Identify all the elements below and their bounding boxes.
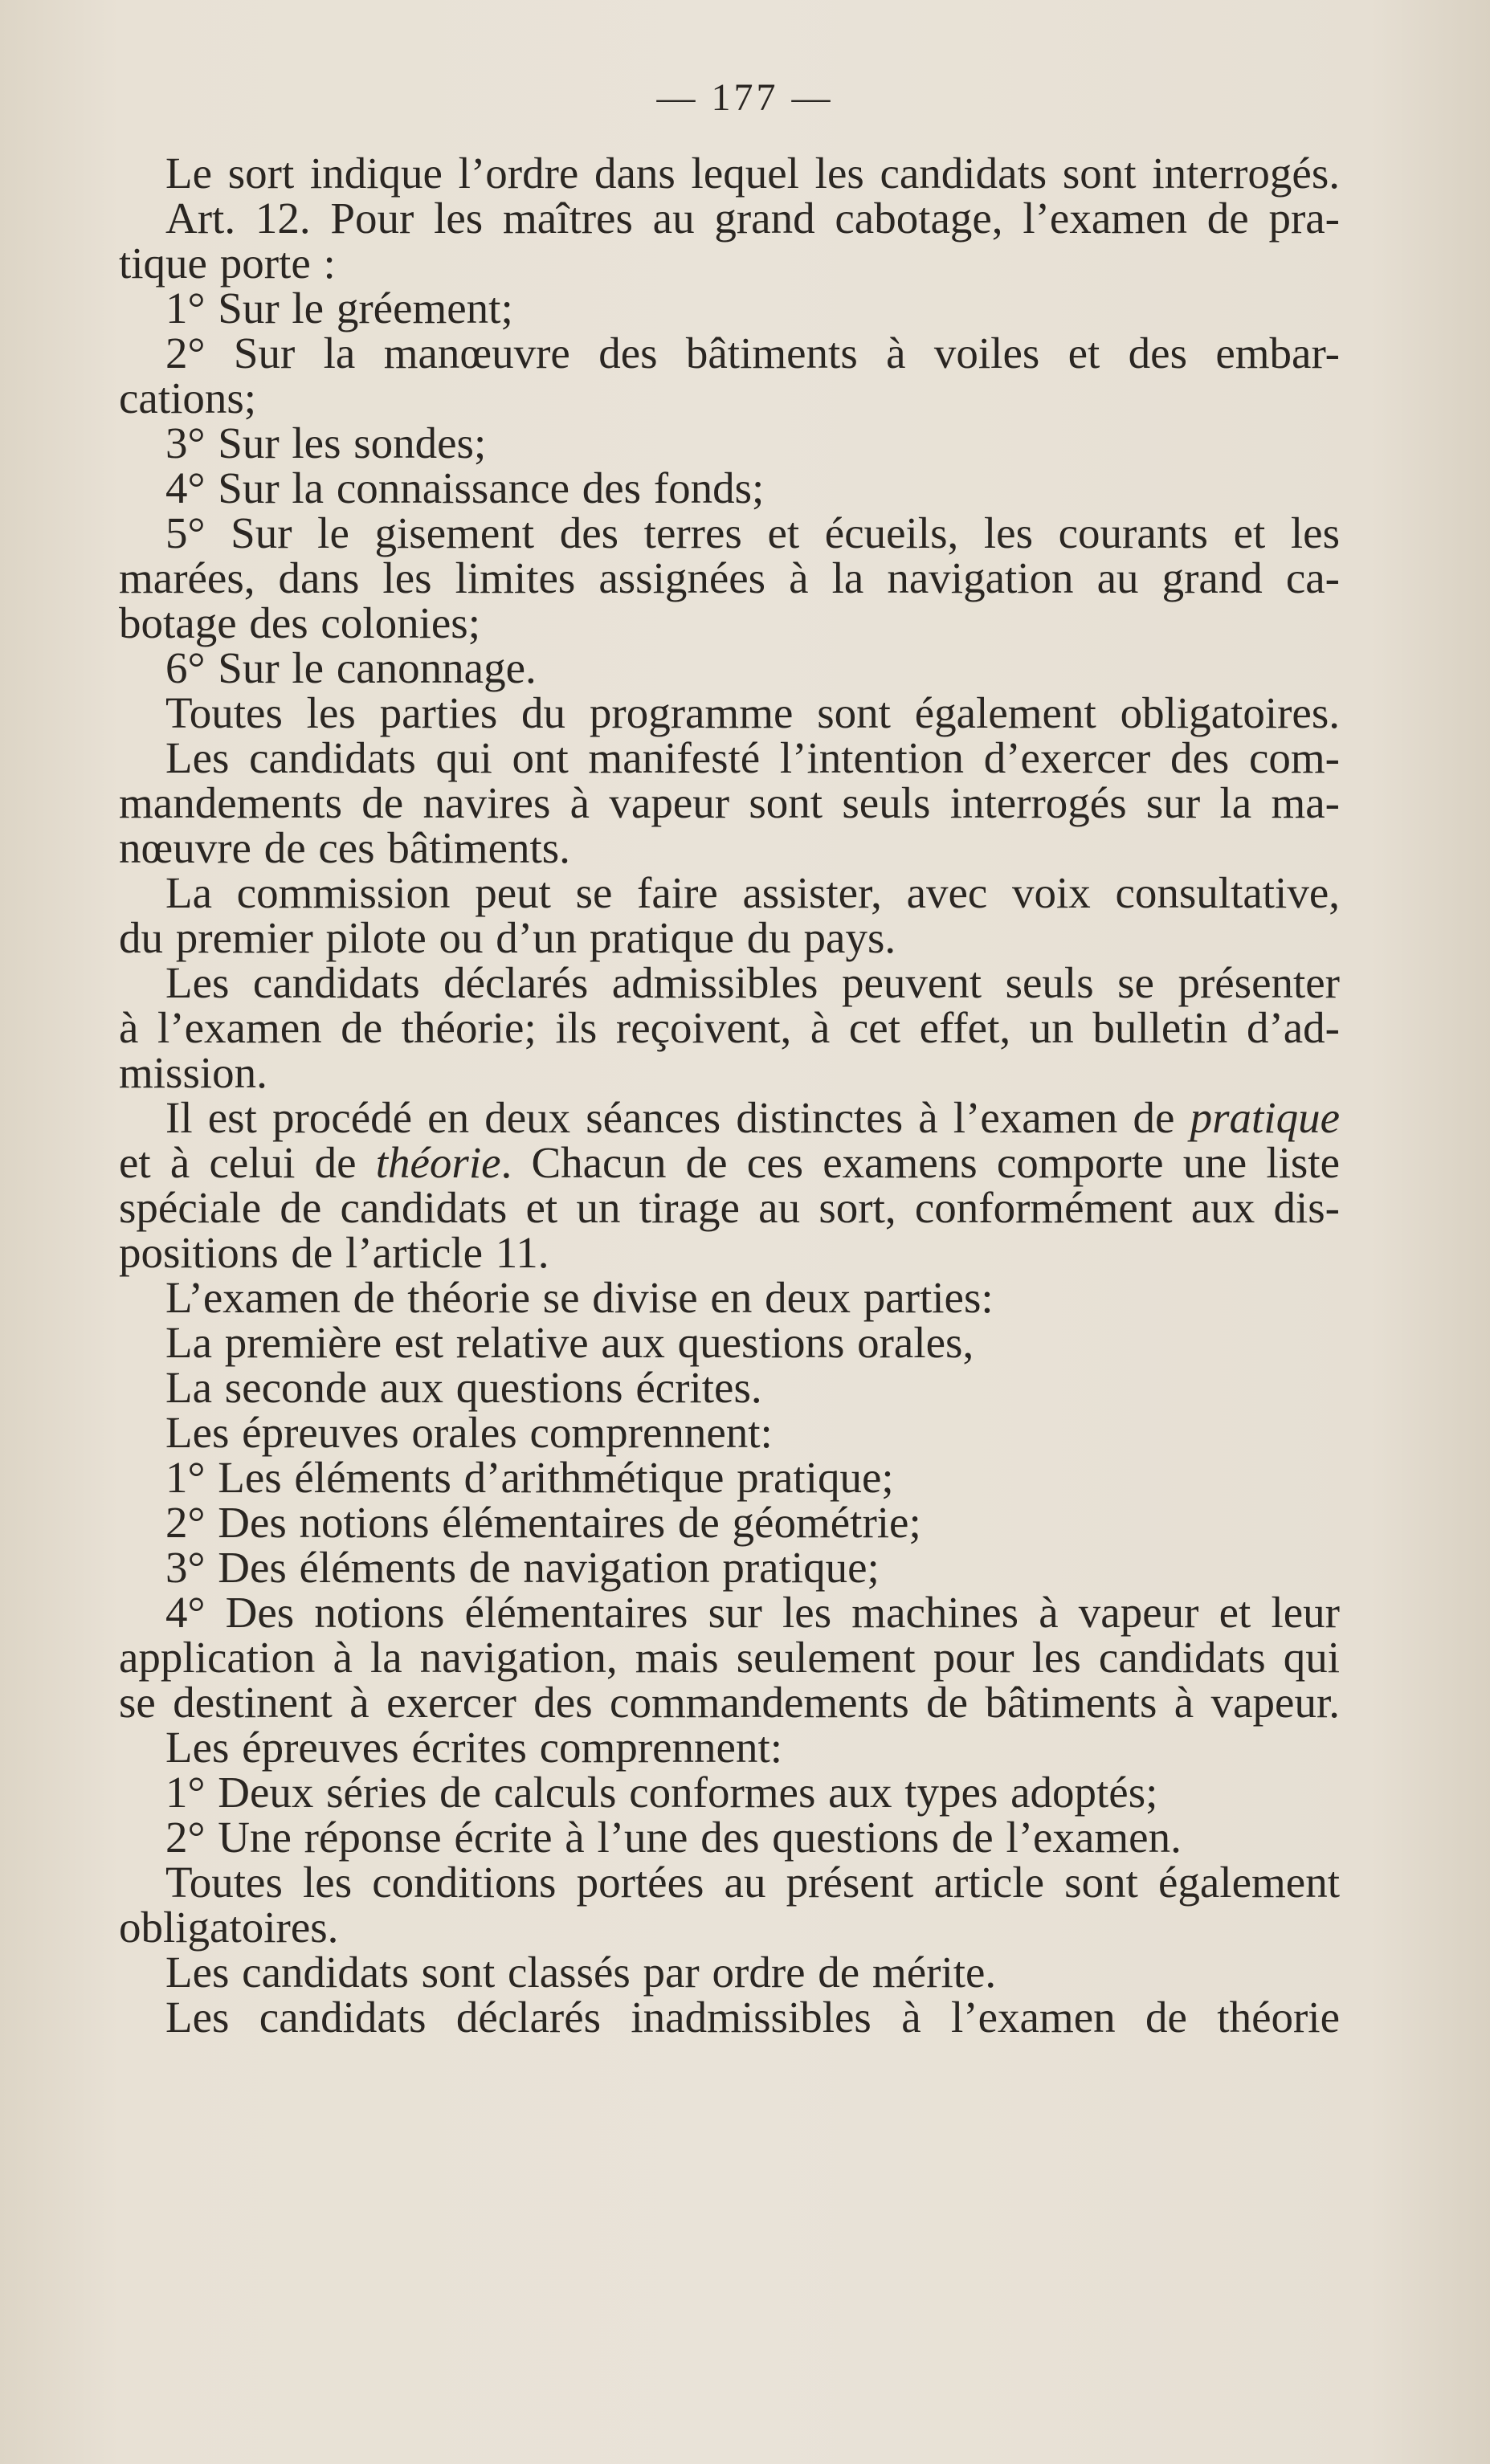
italic-term: théorie [375, 1138, 501, 1187]
list-item: 1° Deux séries de calculs conformes aux types adoptés; [165, 1768, 1158, 1817]
text-line: L’examen de théorie se divise en deux parties: [165, 1273, 994, 1322]
list-item: 5° Sur le gisement des terres et écueils, les courants et les [165, 508, 1340, 557]
text-segment: Il est procédé en deux séances distinctes à l’examen de [165, 1093, 1175, 1142]
text-line: Le sort indique l’ordre dans lequel les candidats sont interrogés. [165, 149, 1340, 198]
list-item: 6° Sur le canonnage. [165, 643, 537, 692]
text-line: se destinent à exercer des commandements de bâtiments à vapeur. [119, 1678, 1340, 1727]
text-line: Les candidats déclarés inadmissibles à l’examen de théorie [165, 1993, 1340, 2042]
text-line: botage des colonies; [119, 598, 480, 647]
list-item: 4° Sur la connaissance des fonds; [165, 463, 765, 512]
text-line: mission. [119, 1048, 267, 1097]
list-item: 2° Sur la manœuvre des bâtiments à voiles et des embar- [165, 328, 1340, 377]
text-line: spéciale de candidats et un tirage au sort, conformément aux dis- [119, 1183, 1340, 1232]
text-line: La première est relative aux questions orales, [165, 1318, 974, 1367]
article-heading-line: Art. 12. Pour les maîtres au grand cabotage, l’examen de pra- [165, 194, 1340, 243]
text-line: positions de l’article 11. [119, 1228, 549, 1277]
text-line: La commission peut se faire assister, avec voix consultative, [165, 868, 1340, 917]
list-item: 2° Des notions élémentaires de géométrie; [165, 1498, 921, 1547]
text-line [119, 1140, 1340, 1185]
text-line: obligatoires. [119, 1903, 339, 1952]
text-line: Les candidats sont classés par ordre de mérite. [165, 1948, 997, 1997]
text-line [119, 1095, 1340, 1140]
text-segment: . Chacun de ces examens comporte une liste [500, 1138, 1341, 1187]
list-item: 3° Des éléments de navigation pratique; [165, 1543, 880, 1592]
text-line: nœuvre de ces bâtiments. [119, 823, 570, 872]
list-item: 1° Les éléments d’arithmétique pratique; [165, 1453, 894, 1502]
text-line: tique porte : [119, 239, 336, 288]
list-item: 3° Sur les sondes; [165, 418, 487, 467]
body-text [119, 151, 1340, 2040]
text-line: application à la navigation, mais seulement pour les candidats qui [119, 1633, 1340, 1682]
text-line: à l’examen de théorie; ils reçoivent, à cet effet, un bulletin d’ad- [119, 1003, 1340, 1052]
text-segment: et à celui de [119, 1138, 357, 1187]
italic-term: pratique [1190, 1093, 1340, 1142]
page-number: — 177 — [656, 76, 834, 119]
text-line: Les épreuves orales comprennent: [165, 1408, 773, 1457]
text-line: Les candidats déclarés admissibles peuvent seuls se présenter [165, 958, 1340, 1007]
text-line: marées, dans les limites assignées à la navigation au grand ca- [119, 553, 1340, 602]
list-item: 2° Une réponse écrite à l’une des questions de l’examen. [165, 1813, 1182, 1862]
text-line: La seconde aux questions écrites. [165, 1363, 762, 1412]
list-item: 1° Sur le gréement; [165, 284, 513, 332]
text-line: Toutes les conditions portées au présent article sont également [165, 1858, 1340, 1907]
text-line: cations; [119, 373, 257, 422]
list-item: 4° Des notions élémentaires sur les machines à vapeur et leur [165, 1588, 1340, 1637]
text-line: du premier pilote ou d’un pratique du pays. [119, 913, 896, 962]
text-line: mandements de navires à vapeur sont seuls interrogés sur la ma- [119, 778, 1340, 827]
text-line: Les candidats qui ont manifesté l’intention d’exercer des com- [165, 733, 1340, 782]
text-line: Les épreuves écrites comprennent: [165, 1723, 783, 1772]
text-line: Toutes les parties du programme sont également obligatoires. [165, 688, 1340, 737]
